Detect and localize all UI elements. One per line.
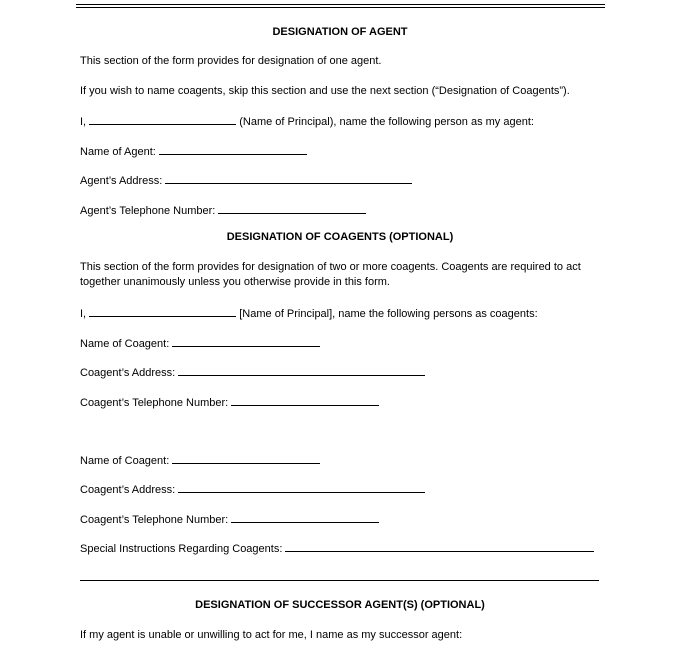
principal-suffix: (Name of Principal), name the following person as my agent: (239, 116, 534, 128)
coagent1-name-line (80, 335, 320, 352)
coagent-skip-note: If you wish to name coagents, skip this section and use the next section (“Designation of Coagents”). (80, 85, 570, 97)
agent-address-field[interactable] (165, 172, 412, 184)
agent-address-label: Agent’s Address: (80, 175, 163, 187)
coagent1-name-field[interactable] (172, 335, 320, 347)
special-instructions-field[interactable] (285, 540, 594, 552)
coagent-principal-line (80, 305, 538, 322)
principal-line (80, 113, 534, 130)
coagent1-address-field[interactable] (178, 364, 425, 376)
agent-phone-line (80, 202, 366, 219)
coagent-principal-prefix: I, (80, 308, 87, 320)
coagent-intro-line2: together unanimously unless you otherwise provide in this form. (80, 276, 390, 288)
agent-intro-text: This section of the form provides for designation of one agent. (80, 55, 382, 67)
coagent1-address-line (80, 364, 425, 381)
section-heading-agent: DESIGNATION OF AGENT (272, 26, 408, 38)
agent-name-field[interactable] (159, 143, 307, 155)
coagent-intro-line1: This section of the form provides for designation of two or more coagents. Coagents are required to act (80, 261, 581, 273)
coagent2-name-line (80, 452, 320, 469)
coagent2-phone-label: Coagent’s Telephone Number: (80, 514, 229, 526)
agent-phone-label: Agent’s Telephone Number: (80, 205, 216, 217)
special-instructions-line (80, 540, 594, 557)
coagent1-phone-label: Coagent’s Telephone Number: (80, 397, 229, 409)
coagent1-phone-field[interactable] (231, 394, 379, 406)
agent-name-line (80, 143, 307, 160)
coagent1-name-label: Name of Coagent: (80, 338, 170, 350)
principal-prefix: I, (80, 116, 87, 128)
top-rule-1 (76, 4, 605, 5)
agent-phone-field[interactable] (218, 202, 366, 214)
special-instructions-continuation-field[interactable] (80, 580, 599, 581)
successor-intro-text: If my agent is unable or unwilling to act for me, I name as my successor agent: (80, 629, 463, 641)
coagent1-phone-line (80, 394, 379, 411)
agent-address-line (80, 172, 412, 189)
coagent2-name-field[interactable] (172, 452, 320, 464)
coagent2-address-line (80, 481, 425, 498)
coagent-principal-suffix: [Name of Principal], name the following persons as coagents: (239, 308, 538, 320)
coagent2-phone-line (80, 511, 379, 528)
coagent-principal-name-field[interactable] (89, 305, 236, 317)
coagent2-phone-field[interactable] (231, 511, 379, 523)
top-rule-2 (76, 7, 605, 8)
section-heading-successor: DESIGNATION OF SUCCESSOR AGENT(S) (OPTIONAL) (195, 599, 485, 611)
principal-name-field[interactable] (89, 113, 236, 125)
special-instructions-label: Special Instructions Regarding Coagents: (80, 543, 283, 555)
coagent2-address-label: Coagent’s Address: (80, 484, 176, 496)
section-heading-coagents: DESIGNATION OF COAGENTS (OPTIONAL) (226, 231, 454, 243)
coagent2-name-label: Name of Coagent: (80, 455, 170, 467)
coagent1-address-label: Coagent’s Address: (80, 367, 176, 379)
agent-name-label: Name of Agent: (80, 146, 156, 158)
coagent2-address-field[interactable] (178, 481, 425, 493)
